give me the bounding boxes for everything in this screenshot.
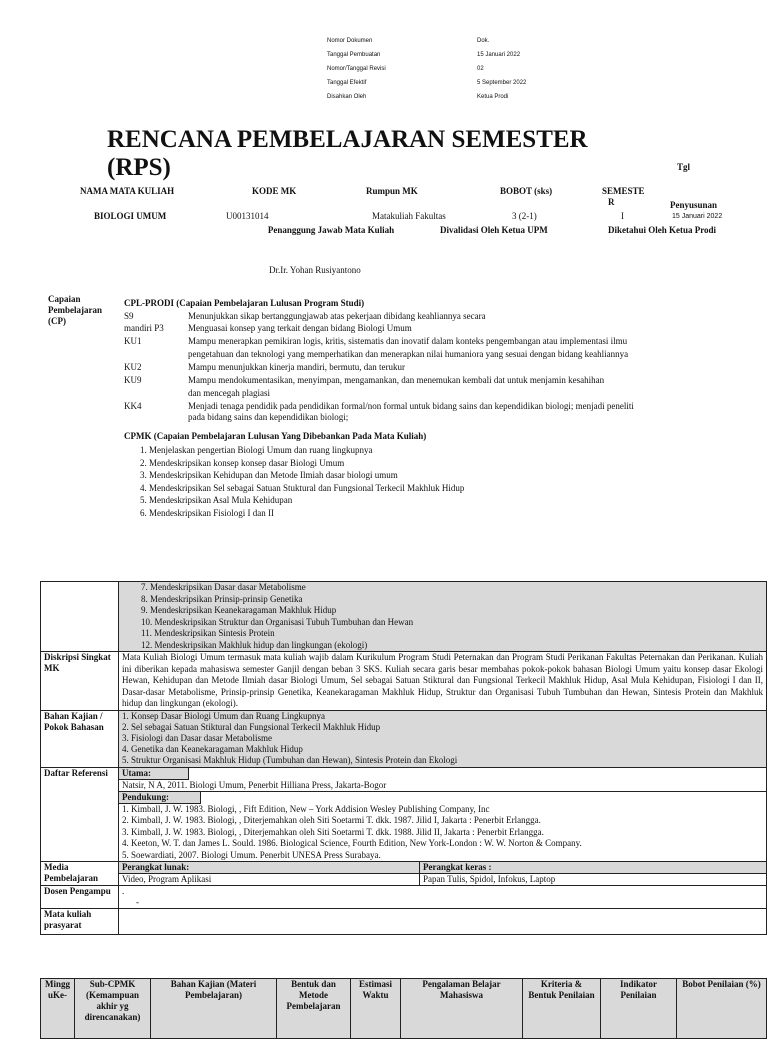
bahan-list xyxy=(119,710,767,767)
cpl-title: CPL-PRODI (Capaian Pembelajaran Lulusan Program Studi) xyxy=(124,298,365,308)
table-row xyxy=(41,862,767,874)
cpmk-title: CPMK (Capaian Pembelajaran Lulusan Yang Dibebankan Pada Mata Kuliah) xyxy=(124,431,427,441)
prasyarat-label: Mata kuliah prasyarat xyxy=(41,909,119,935)
cpmk-item: 10. Mendeskripsikan Struktur dan Organisasi Tubuh Tumbuhan dan Hewan xyxy=(141,616,414,627)
course-name: BIOLOGI UMUM xyxy=(94,211,167,221)
header-semester-b: R xyxy=(608,197,615,207)
dosen-label: Dosen Pengampu xyxy=(41,886,119,909)
col-header-kriteria: Kriteria & Bentuk Penilaian xyxy=(523,979,601,1039)
pendukung-list xyxy=(119,804,766,862)
cpl-code: S9 xyxy=(124,311,134,321)
header-nama-mk: NAMA MATA KULIAH xyxy=(80,186,175,196)
cpmk-item: 7. Mendeskripsikan Dasar dasar Metabolisme xyxy=(141,582,306,592)
header-kode-mk: KODE MK xyxy=(252,186,297,196)
cpl-code: KU1 xyxy=(124,336,142,346)
cpmk-item: 12. Mendeskripsikan Makhluk hidup dan lingkungan (ekologi) xyxy=(141,639,368,650)
header-rumpun-mk: Rumpun MK xyxy=(366,186,418,196)
lunak-label: Perangkat lunak: xyxy=(119,862,420,874)
table-row xyxy=(41,886,767,909)
deskripsi-text: Mata Kuliah Biologi Umum termasuk mata kuliah wajib dalam Kurikulum Program Studi Peternakan dan Program Studi Perikanan Fakultas Peternakan dan Perikanan. Kuliah ini diberikan kepada mahasiswa semester Ganjil dengan beban 3 SKS. Kuliah secara garis besar membahas pokok-pokok bahasan Biologi Umum yaitu konsep dasar Ekologi Hewan, Kehidupan dan Metode Ilmiah dasar Biologi Umum, Sel sebagai Satuan Stiktural dan Fungsional Terkecil Makhluk Hidup, Asal Mula Kehidupan, Fisiologi I dan II, Dasar-dasar Metabolisme, Prinsip-prinsip Genetika, Keanekaragaman Makhluk Hidup, Struktur dan Organisasi Tubuh Tumbuhan dan Hewan, Sintesis Protein dan Makhluk hidup dan lingkungan (ekologi). xyxy=(119,652,767,711)
keras-value: Papan Tulis, Spidol, Infokus, Laptop xyxy=(420,874,767,886)
course-semester: I xyxy=(621,211,624,221)
meta-label: Tanggal Pembuatan xyxy=(327,52,381,58)
dosen-cell xyxy=(119,886,767,909)
cpmk-item: 4. Mendeskripsikan Sel sebagai Satuan Stuktural dan Fungsional Terkecil Makhluk Hidup xyxy=(140,482,465,493)
meta-label: Nomor Dokumen xyxy=(327,38,373,44)
table-row xyxy=(41,909,767,935)
meta-value: 02 xyxy=(477,66,484,72)
header-diketahui: Diketahui Oleh Ketua Prodi xyxy=(607,225,717,235)
course-bobot: 3 (2-1) xyxy=(512,211,537,221)
cpmk-item: 11. Mendeskripsikan Sintesis Protein xyxy=(141,628,275,638)
header-penanggung-jawab: Penanggung Jawab Mata Kuliah xyxy=(267,225,395,235)
rps-table xyxy=(40,581,767,935)
col-header-sub-cpmk: Sub-CPMK (Kemampuan akhir yg direncanakan) xyxy=(75,979,151,1039)
cpl-text: Mampu menerapkan pemikiran logis, kritis, sistematis dan inovatif dalam konteks pengembangan atau implementasi ilmu xyxy=(188,336,628,346)
media-label: Media Pembelajaran xyxy=(41,862,119,886)
cpl-code: KK4 xyxy=(124,401,142,411)
course-tanggal: 15 Januari 2022 xyxy=(672,213,723,220)
cpl-text: dan mencegah plagiasi xyxy=(188,388,270,398)
title-line-2: (RPS) xyxy=(107,154,171,181)
meta-value: 5 September 2022 xyxy=(477,80,527,86)
table-row xyxy=(41,767,767,791)
course-rumpun: Matakuliah Fakultas xyxy=(372,211,446,221)
header-bobot: BOBOT (sks) xyxy=(500,186,553,196)
prasyarat-value xyxy=(119,909,767,935)
utama-ref-text: Natsir, N A, 2011. Biologi Umum, Penerbit Hilliana Press, Jakarta-Bogor xyxy=(122,779,387,790)
cpl-text: pada bidang sains dan kependidikan biologi; xyxy=(188,412,349,422)
col-header-estimasi: Estimasi Waktu xyxy=(351,979,401,1039)
cpmk-item: 3. Mendeskripsikan Kehidupan dan Metode Ilmiah dasar biologi umum xyxy=(140,470,398,480)
table-row xyxy=(41,582,767,652)
col-header-minggu: Mingg uKe- xyxy=(41,979,75,1039)
pendukung-cell xyxy=(119,791,767,862)
cpmk-continued xyxy=(119,582,767,652)
table-row xyxy=(41,979,767,1039)
pendukung-ref: 2. Kimball, J. W. 1983. Biologi, , Diterjemahkan oleh Siti Soetarmi T. dkk. 1987. Jilid I, Jakarta : Penerbit Erlangga. xyxy=(122,815,541,826)
deskripsi-label: Diskripsi Singkat MK xyxy=(41,652,119,711)
cpl-text: Menjadi tenaga pendidik pada pendidikan formal/non formal untuk bidang sains dan kependidikan biologi; menjadi peneliti xyxy=(188,401,634,411)
bahan-item: 4. Genetika dan Keanekaragaman Makhluk Hidup xyxy=(122,744,303,755)
keras-label: Perangkat keras : xyxy=(420,862,767,874)
weekly-plan-header xyxy=(40,978,767,1039)
cpl-text: Mampu mendokumentasikan, menyimpan, mengamankan, dan menemukan kembali dat untuk menjamin kesahihan xyxy=(188,375,605,385)
col-header-bentuk-metode: Bentuk dan Metode Pembelajaran xyxy=(277,979,351,1039)
cpl-text: Mampu menunjukkan kinerja mandiri, bermutu, dan terukur xyxy=(188,362,405,372)
meta-value: Dok. xyxy=(477,38,490,44)
cpl-text: pengetahuan dan teknologi yang memperhatikan dan menerapkan nilai humaniora yang sesuai dengan bidang keahliannya xyxy=(188,349,629,359)
cpl-code: mandiri P3 xyxy=(124,323,164,333)
cpmk-list xyxy=(140,444,464,519)
col-header-bahan-kajian: Bahan Kajian (Materi Pembelajaran) xyxy=(151,979,277,1039)
bahan-item: 5. Struktur Organisasi Makhluk Hidup (Tumbuhan dan Hewan), Sintesis Protein dan Ekologi xyxy=(122,755,458,766)
pendukung-ref: 4. Keeton, W. T. dan James L. Sould. 1986. Biological Science, Fourth Edition, New York-London : W. W. Norton & Company. xyxy=(122,838,582,849)
lunak-value: Video, Program Aplikasi xyxy=(119,874,420,886)
table-row xyxy=(41,710,767,767)
meta-label: Disahkan Oleh xyxy=(327,94,367,100)
col-header-indikator: Indikator Penilaian xyxy=(601,979,677,1039)
dosen-penanggung-jawab: Dr.Ir. Yohan Rusiyantono xyxy=(269,265,361,275)
utama-cell xyxy=(119,767,767,791)
meta-value: 15 Januari 2022 xyxy=(477,52,521,58)
col-header-bobot: Bobot Penilaian (%) xyxy=(677,979,767,1039)
pendukung-ref: 3. Kimball, J. W. 1983. Biologi, , Diterjemahkan oleh Siti Soetarmi T. dkk. 1988. Jilid II, Jakarta : Penerbit Erlangga. xyxy=(122,826,544,837)
pustaka-label: Daftar Referensi xyxy=(41,767,119,862)
meta-value: Ketua Prodi xyxy=(477,94,509,100)
cpl-code: KU9 xyxy=(124,375,142,385)
meta-label: Tanggal Efektif xyxy=(327,80,367,86)
title-line-1: RENCANA PEMBELAJARAN SEMESTER xyxy=(107,126,588,153)
header-penyusunan: Penyusunan xyxy=(670,200,718,210)
meta-label: Nomor/Tanggal Revisi xyxy=(327,66,386,72)
cpl-text: Menunjukkan sikap bertanggungjawab atas pekerjaan dibidang keahliannya secara xyxy=(188,311,486,321)
dosen-value: - xyxy=(136,897,139,908)
header-semester-a: SEMESTE xyxy=(602,186,645,196)
table-row xyxy=(41,791,767,862)
cpmk-item: 8. Mendeskripsikan Prinsip-prinsip Genetika xyxy=(141,593,303,604)
cpl-list xyxy=(124,311,764,423)
page-title xyxy=(107,126,588,182)
dosen-dot: . xyxy=(122,886,125,897)
col-header-pengalaman: Pengalaman Belajar Mahasiswa xyxy=(401,979,523,1039)
cpmk-item: 5. Mendeskripsikan Asal Mula Kehidupan xyxy=(140,495,293,505)
cpl-text: Menguasai konsep yang terkait dengan bidang Biologi Umum xyxy=(188,323,412,333)
pendukung-ref: 1. Kimball, J. W. 1983. Biologi, , Fift Edition, New – York Addision Wesley Publishing Company, Inc xyxy=(122,803,490,814)
utama-label: Utama: xyxy=(119,768,189,780)
bahan-label: Bahan Kajian / Pokok Bahasan xyxy=(41,710,119,767)
table-row xyxy=(41,652,767,711)
tgl-label: Tgl xyxy=(677,162,691,172)
doc-meta xyxy=(327,38,577,108)
pendukung-ref: 5. Soewardiati, 2007. Biologi Umum. Penerbit UNESA Press Surabaya. xyxy=(122,849,381,860)
course-code: U00131014 xyxy=(226,211,269,221)
header-divalidasi: Divalidasi Oleh Ketua UPM xyxy=(440,225,548,235)
bahan-item: 1. Konsep Dasar Biologi Umum dan Ruang Lingkupnya xyxy=(122,710,325,721)
cpl-code: KU2 xyxy=(124,362,142,372)
cpmk-item: 1. Menjelaskan pengertian Biologi Umum dan ruang lingkupnya xyxy=(140,445,373,455)
cpmk-item: 2. Mendeskripsikan konsep konsep dasar Biologi Umum xyxy=(140,457,345,468)
cp-label: Capaian Pembelajaran (CP) xyxy=(48,294,102,326)
cpmk-item: 9. Mendeskripsikan Keanekaragaman Makhluk Hidup xyxy=(141,605,337,615)
bahan-item: 3. Fisiologi dan Dasar dasar Metabolisme xyxy=(122,732,272,743)
utama-ref xyxy=(119,780,766,791)
cpmk-item: 6. Mendeskripsikan Fisiologi I dan II xyxy=(140,507,274,518)
header-semester xyxy=(602,186,645,208)
table-row xyxy=(41,874,767,886)
bahan-item: 2. Sel sebagai Satuan Stiktural dan Fungsional Terkecil Makhluk Hidup xyxy=(122,721,381,732)
pendukung-label: Pendukung: xyxy=(119,792,201,804)
